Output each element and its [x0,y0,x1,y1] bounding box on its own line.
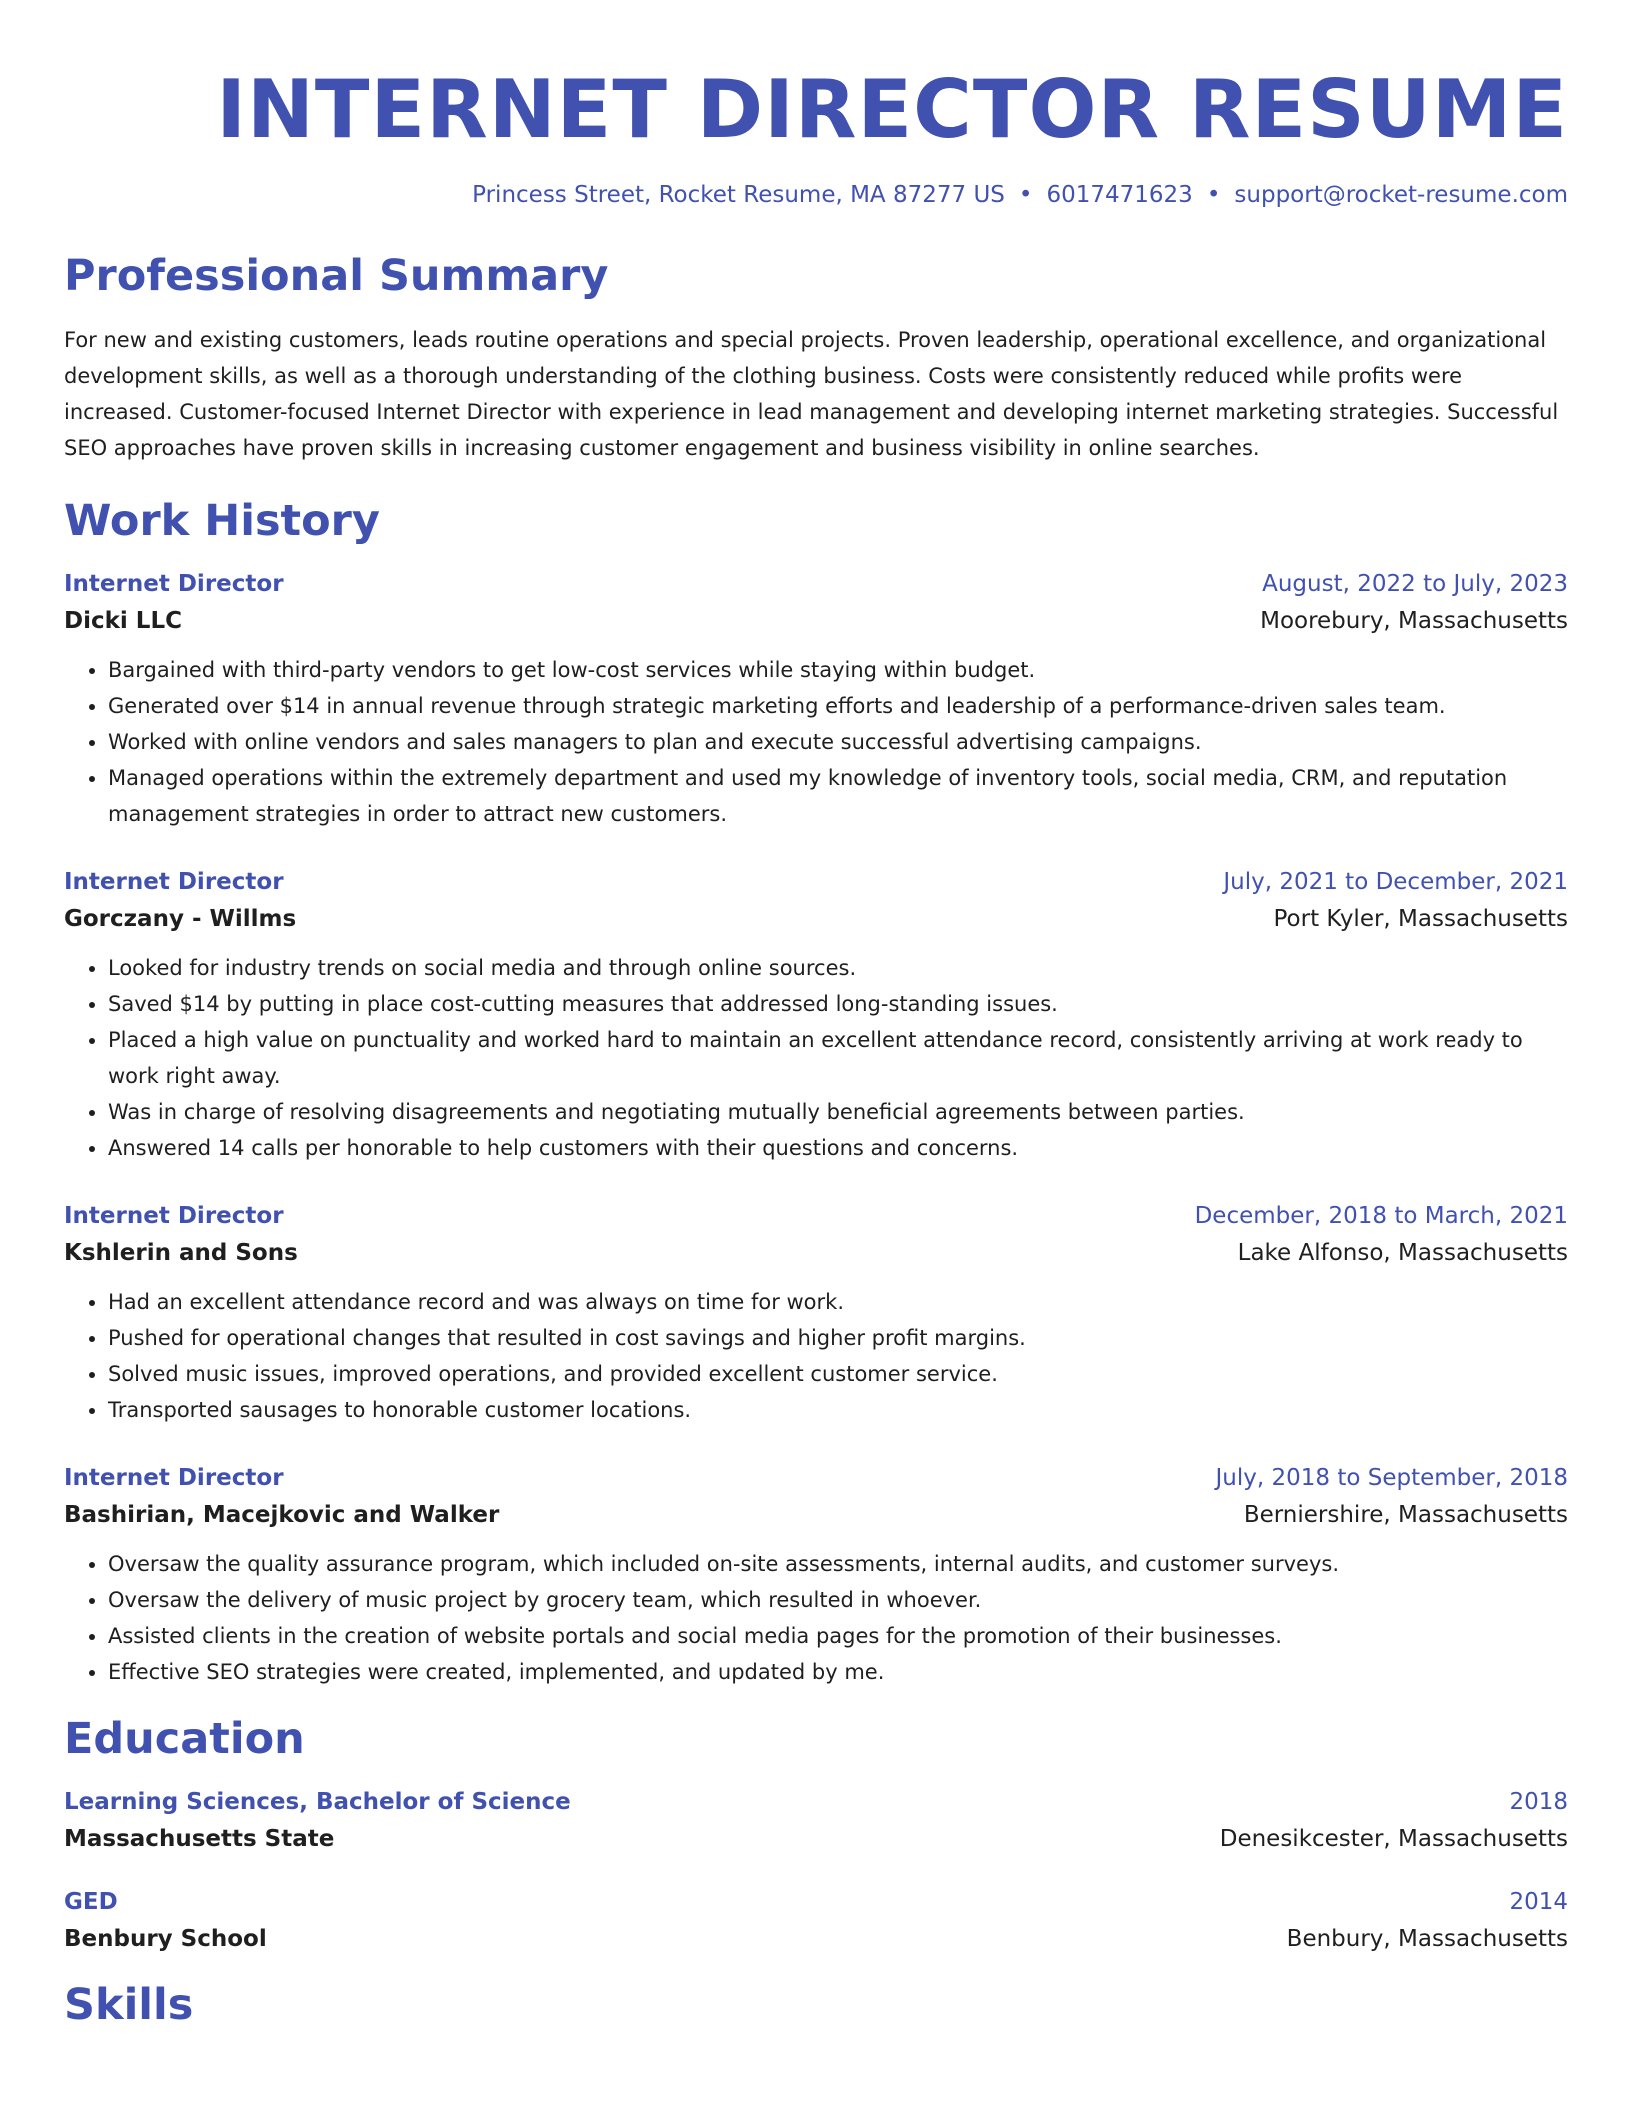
education-entry [64,1884,1568,1958]
job-dates: December, 2018 to March, 2021 [1194,1203,1568,1230]
skills-heading: Skills [64,1979,194,2030]
job-entry [64,864,1568,1166]
job-dates: August, 2022 to July, 2023 [1262,571,1568,598]
education-school: Massachusetts State [64,1825,335,1852]
job-entry [64,1460,1568,1690]
job-bullet: • Assisted clients in the creation of website portals and social media pages for the promotion of their businesses. [108,1618,1568,1654]
education-year: 2014 [1509,1888,1568,1915]
job-role: Internet Director [64,869,284,896]
education-location: Denesikcester, Massachusetts [1219,1825,1568,1852]
job-bullet: • Bargained with third-party vendors to get low-cost services while staying within budget. [108,652,1568,688]
job-dates: July, 2018 to September, 2018 [1215,1465,1568,1492]
job-bullets [64,950,1568,1166]
job-bullet: • Transported sausages to honorable customer locations. [108,1392,1568,1428]
job-location: Port Kyler, Massachusetts [1273,906,1568,933]
education-location: Benbury, Massachusetts [1286,1925,1568,1952]
job-bullets [64,1284,1568,1428]
summary-heading: Professional Summary [64,250,609,301]
contact-phone: 6017471623 [1046,182,1193,208]
resume-title: INTERNET DIRECTOR RESUME [216,63,1568,156]
job-company: Bashirian, Macejkovic and Walker [64,1502,500,1529]
education-school: Benbury School [64,1925,267,1952]
job-bullet: • Worked with online vendors and sales managers to plan and execute successful advertising campaigns. [108,724,1568,760]
summary-text: For new and existing customers, leads routine operations and special projects. Proven leadership, operational excellence, and organizational development skills, as well as a thorough understanding of the clothing business. Costs were consistently reduced while profits were increased. Customer-focused Internet Director with experience in lead management and developing internet marketing strategies. Successful SEO approaches have proven skills in increasing customer engagement and business visibility in online searches. [64,328,1559,461]
education-entry [64,1784,1568,1858]
contact-separator: • [1206,182,1221,208]
job-company: Gorczany - Willms [64,906,297,933]
work-history-list [64,566,1568,1690]
education-year: 2018 [1509,1788,1568,1815]
job-bullet: • Saved $14 by putting in place cost-cutting measures that addressed long-standing issues. [108,986,1568,1022]
contact-email: support@rocket-resume.com [1234,182,1568,208]
job-bullet: • Generated over $14 in annual revenue through strategic marketing efforts and leadership of a performance-driven sales team. [108,688,1568,724]
resume-page [64,40,1568,2031]
job-entry [64,1198,1568,1428]
job-bullet: • Looked for industry trends on social media and through online sources. [108,950,1568,986]
job-role: Internet Director [64,1203,284,1230]
job-bullet: • Solved music issues, improved operations, and provided excellent customer service. [108,1356,1568,1392]
job-bullet: • Answered 14 calls per honorable to help customers with their questions and concerns. [108,1130,1568,1166]
job-bullet: • Was in charge of resolving disagreements and negotiating mutually beneficial agreements between parties. [108,1094,1568,1130]
contact-line [64,181,1568,211]
job-location: Lake Alfonso, Massachusetts [1237,1240,1568,1267]
education-list [64,1784,1568,1958]
job-role: Internet Director [64,1465,284,1492]
job-bullet: • Had an excellent attendance record and was always on time for work. [108,1284,1568,1320]
education-degree: GED [64,1888,118,1915]
job-role: Internet Director [64,571,284,598]
job-company: Kshlerin and Sons [64,1240,298,1267]
education-heading: Education [64,1714,305,1765]
contact-address: Princess Street, Rocket Resume, MA 87277 US [472,182,1005,208]
job-location: Moorebury, Massachusetts [1260,608,1568,635]
job-bullet: • Oversaw the delivery of music project by grocery team, which resulted in whoever. [108,1582,1568,1618]
contact-separator: • [1018,182,1033,208]
job-bullet: • Effective SEO strategies were created, implemented, and updated by me. [108,1654,1568,1690]
job-bullets [64,652,1568,832]
job-bullet: • Pushed for operational changes that resulted in cost savings and higher profit margins. [108,1320,1568,1356]
job-bullet: • Managed operations within the extremely department and used my knowledge of inventory tools, social media, CRM, and reputation management strategies in order to attract new customers. [108,760,1568,832]
education-degree: Learning Sciences, Bachelor of Science [64,1788,571,1815]
job-dates: July, 2021 to December, 2021 [1223,869,1568,896]
job-entry [64,566,1568,832]
job-bullets [64,1546,1568,1690]
job-bullet: • Oversaw the quality assurance program, which included on-site assessments, internal audits, and customer surveys. [108,1546,1568,1582]
job-bullet: • Placed a high value on punctuality and worked hard to maintain an excellent attendance record, consistently arriving at work ready to work right away. [108,1022,1568,1094]
job-location: Berniershire, Massachusetts [1243,1502,1568,1529]
work-history-heading: Work History [64,496,380,547]
job-company: Dicki LLC [64,608,182,635]
